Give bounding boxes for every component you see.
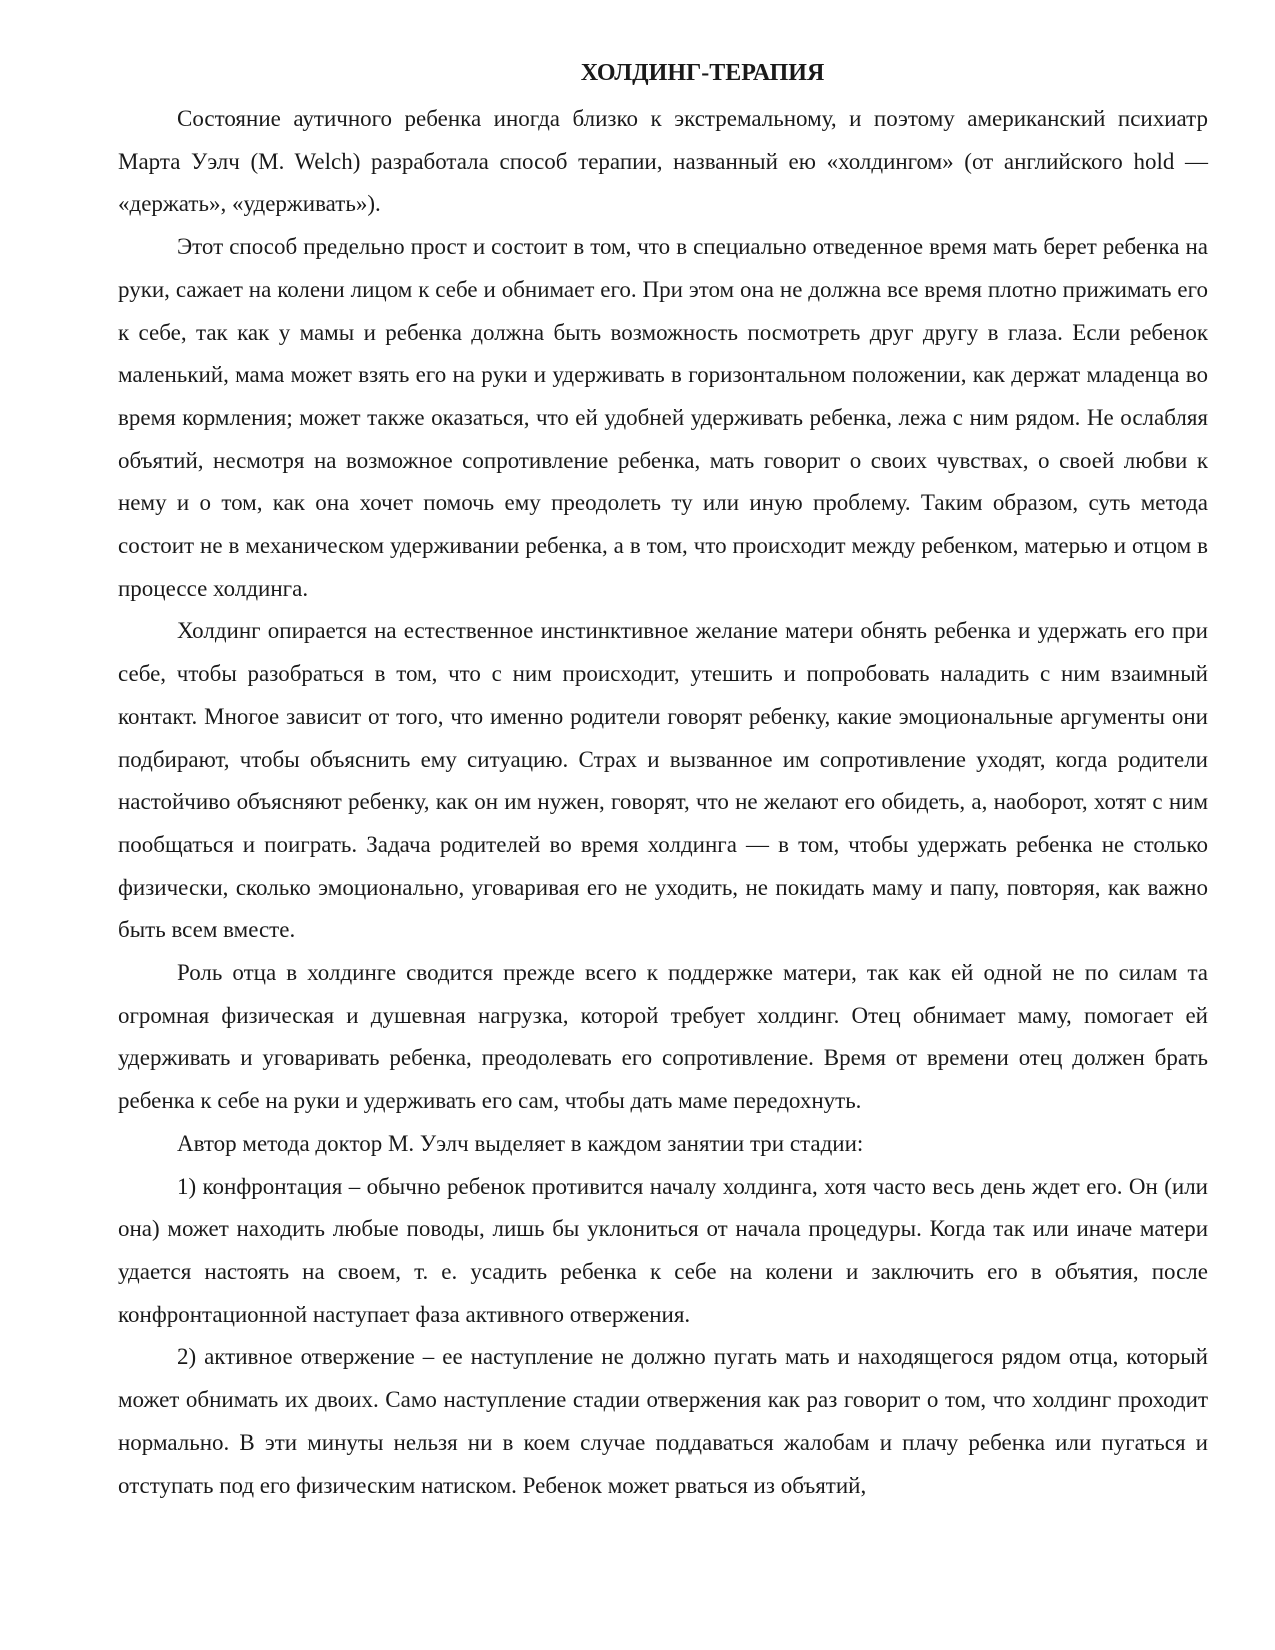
paragraph-method: Этот способ предельно прост и состоит в том, что в специально отведенное время мать берет ребенка на руки, сажает на колени лицом к себе и обнимает его. При этом она не должна все время плотно прижимать его к себе, так как у мамы и ребенка должна быть возможность посмотреть друг другу в глаза. Если ребенок маленький, мама может взять его на руки и удерживать в горизонтальном положении, как держат младенца во время кормления; может также оказаться, что ей удобней удерживать ребенка, лежа с ним рядом. Не ослабляя объятий, несмотря на возможное сопротивление ребенка, мать говорит о своих чувствах, о своей любви к нему и о том, как она хочет помочь ему преодолеть ту или иную проблему. Таким образом, суть метода состоит не в механическом удерживании ребенка, а в том, что происходит между ребенком, матерью и отцом в процессе холдинга.	[118, 234, 1208, 601]
paragraph-father-role: Роль отца в холдинге сводится прежде всего к поддержке матери, так как ей одной не по силам та огромная физическая и душевная нагрузка, которой требует холдинг. Отец обнимает маму, помогает ей удерживать и уговаривать ребенка, преодолевать его сопротивление. Время от времени отец должен брать ребенка к себе на руки и удерживать его сам, чтобы дать маме передохнуть.	[118, 960, 1208, 1114]
paragraph-stage-1: 1) конфронтация – обычно ребенок противится началу холдинга, хотя часто весь день ждет его. Он (или она) может находить любые поводы, лишь бы уклониться от начала процедуры. Когда так или иначе матери удается настоять на своем, т. е. усадить ребенка к себе на колени и заключить его в объятия, после конфронтационной наступает фаза активного отвержения.	[118, 1173, 1208, 1327]
paragraph-intro: Состояние аутичного ребенка иногда близко к экстремальному, и поэтому американский психиатр Марта Уэлч (M. Welch) разработала способ терапии, названный ею «холдингом» (от английского hold — «держать», «удерживать»).	[118, 106, 1208, 217]
document-body	[118, 98, 1208, 1507]
paragraph-instinct: Холдинг опирается на естественное инстинктивное желание матери обнять ребенка и удержать его при себе, чтобы разобраться в том, что с ним происходит, утешить и попробовать наладить с ним взаимный контакт. Многое зависит от того, что именно родители говорят ребенку, какие эмоциональные аргументы они подбирают, чтобы объяснить ему ситуацию. Страх и вызванное им сопротивление уходят, когда родители настойчиво объясняют ребенку, как он им нужен, говорят, что не желают его обидеть, а, наоборот, хотят с ним пообщаться и поиграть. Задача родителей во время холдинга — в том, чтобы удержать ребенка не столько физически, сколько эмоционально, уговаривая его не уходить, не покидать маму и папу, повторяя, как важно быть всем вместе.	[118, 618, 1208, 943]
page-title: ХОЛДИНГ-ТЕРАПИЯ	[580, 60, 825, 86]
paragraph-stage-2: 2) активное отвержение – ее наступление не должно пугать мать и находящегося рядом отца, который может обнимать их двоих. Само наступление стадии отвержения как раз говорит о том, что холдинг проходит нормально. В эти минуты нельзя ни в коем случае поддаваться жалобам и плачу ребенка или пугаться и отступать под его физическим натиском. Ребенок может рваться из объятий,	[118, 1344, 1208, 1498]
paragraph-stages-intro: Автор метода доктор М. Уэлч выделяет в каждом занятии три стадии:	[177, 1130, 864, 1156]
